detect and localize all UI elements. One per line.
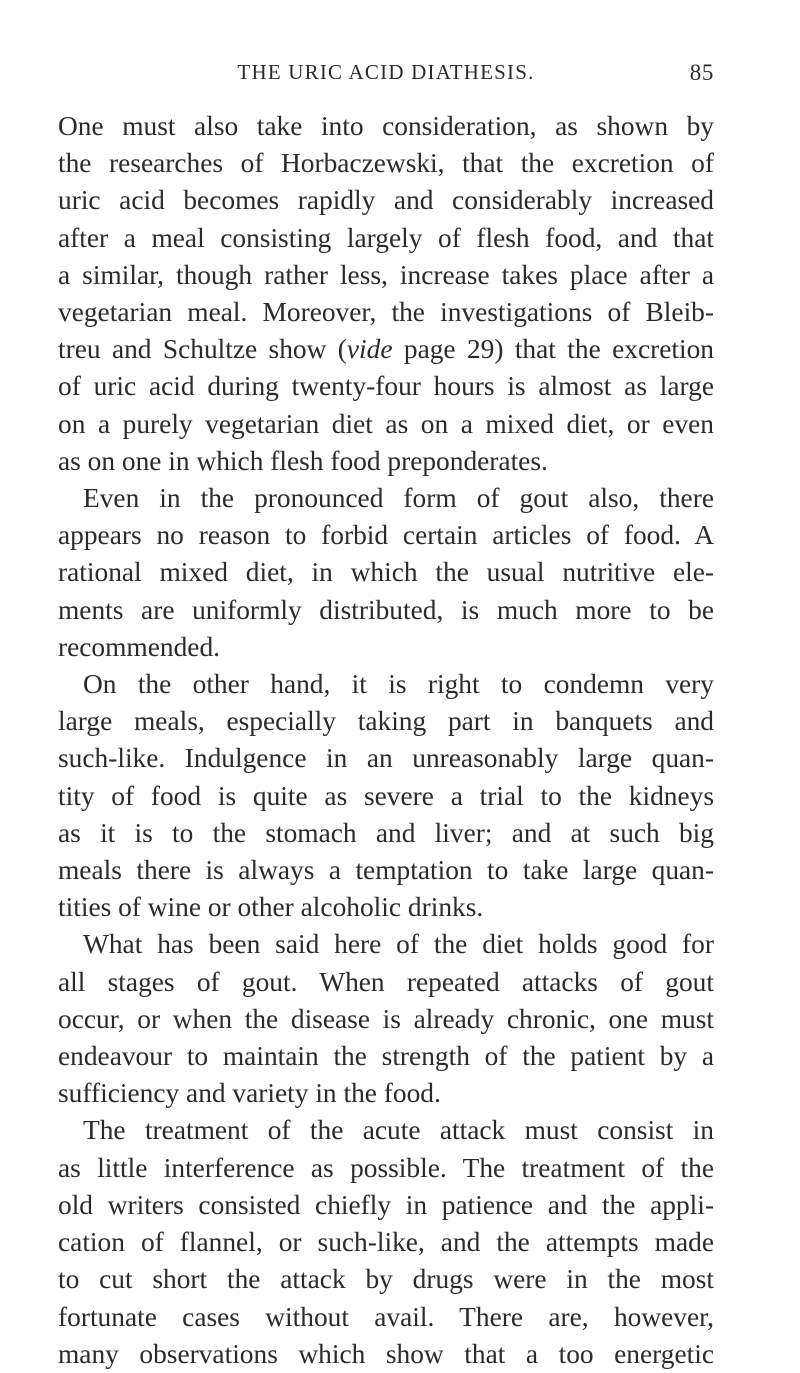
text-line: fortunate cases without avail. There are, however, — [58, 1301, 714, 1332]
italic-word: vide — [346, 334, 393, 365]
text-line: recommended. — [58, 631, 220, 662]
text-line: The treatment of the acute attack must consist in — [83, 1115, 714, 1146]
text-line: tities of wine or other alcoholic drinks. — [58, 892, 484, 923]
text-line: occur, or when the disease is already chronic, one must — [58, 1003, 714, 1034]
text-line: Even in the pronounced form of gout also, there — [83, 483, 714, 514]
text-line: cation of flannel, or such-like, and the attempts made — [58, 1227, 714, 1258]
running-title: THE URIC ACID DIATHESIS. — [237, 60, 535, 84]
text-line-with-italic: treu and Schultze show (vide page 29) that the excretion — [58, 334, 714, 365]
text-line: sufficiency and variety in the food. — [58, 1078, 441, 1109]
text-line: as on one in which flesh food preponderates. — [58, 445, 548, 476]
text-line: to cut short the attack by drugs were in the most — [58, 1264, 714, 1295]
text-line: the researches of Horbaczewski, that the excretion of — [58, 148, 714, 179]
text-line: as little interference as possible. The treatment of the — [58, 1152, 714, 1183]
text-line: appears no reason to forbid certain articles of food. A — [58, 520, 714, 551]
text-line: uric acid becomes rapidly and considerably increased — [58, 185, 714, 216]
text-line: tity of food is quite as severe a trial to the kidneys — [58, 780, 714, 811]
text-line: vegetarian meal. Moreover, the investigations of Bleib- — [58, 297, 714, 328]
text-line: after a meal consisting largely of flesh food, and that — [58, 222, 714, 253]
text-line: rational mixed diet, in which the usual nutritive ele- — [58, 557, 714, 588]
text-line: ments are uniformly distributed, is much more to be — [58, 594, 714, 625]
text-line: old writers consisted chiefly in patience and the appli- — [58, 1189, 714, 1220]
text-line: large meals, especially taking part in banquets and — [58, 706, 714, 737]
text-line: such-like. Indulgence in an unreasonably large quan- — [58, 743, 714, 774]
book-page — [58, 60, 714, 1373]
text-line: meals there is always a temptation to take large quan- — [58, 855, 714, 886]
body-text — [58, 108, 714, 1373]
text-line: as it is to the stomach and liver; and at such big — [58, 817, 714, 848]
page-number: 85 — [689, 60, 714, 85]
text-line: endeavour to maintain the strength of the patient by a — [58, 1041, 714, 1072]
text-line: many observations which show that a too energetic — [58, 1338, 714, 1369]
text-line: of uric acid during twenty-four hours is almost as large — [58, 371, 714, 402]
text-line: all stages of gout. When repeated attacks of gout — [58, 966, 714, 997]
text-line: on a purely vegetarian diet as on a mixed diet, or even — [58, 408, 714, 439]
text-line: a similar, though rather less, increase takes place after a — [58, 259, 714, 290]
text-line: What has been said here of the diet holds good for — [83, 929, 714, 960]
text-line: On the other hand, it is right to condemn very — [83, 669, 714, 700]
text-line: One must also take into consideration, as shown by — [58, 111, 714, 141]
running-head — [58, 60, 714, 94]
